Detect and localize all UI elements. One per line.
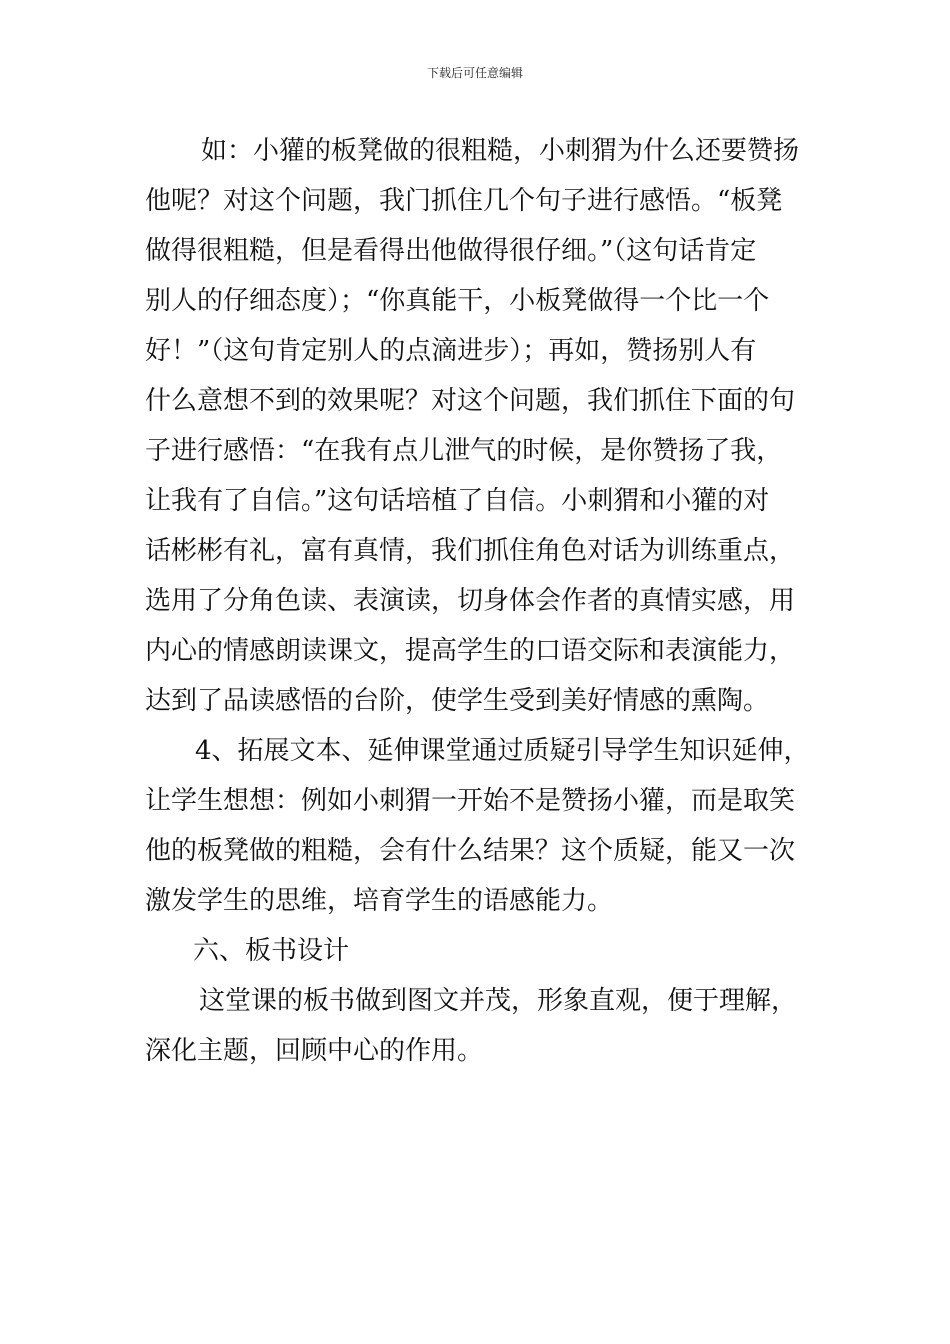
text-line: 他的板凳做的粗糙，会有什么结果？这个质疑，能又一次 <box>145 836 796 866</box>
text-line: 别人的仔细态度）；“你真能干，小板凳做得一个比一个 <box>145 286 770 316</box>
text-line: 这堂课的板书做到图文并茂，形象直观，便于理解， <box>199 986 798 1016</box>
text-line: 做得很粗糙，但是看得出他做得很仔细。”（这句话肯定 <box>145 236 757 266</box>
document-body <box>145 126 809 1076</box>
page-header: 下载后可任意编辑 <box>426 66 523 80</box>
text-line: 选用了分角色读、表演读，切身体会作者的真情实感，用 <box>145 586 796 616</box>
text-line: 他呢？对这个问题，我门抓住几个句子进行感悟。“板凳 <box>145 186 783 216</box>
text-line: 4、拓展文本、延伸课堂通过质疑引导学生知识延伸， <box>195 736 810 766</box>
text-line: 激发学生的思维，培育学生的语感能力。 <box>145 886 614 916</box>
text-line: 内心的情感朗读课文，提高学生的口语交际和表演能力， <box>145 636 796 666</box>
text-line: 让我有了自信。”这句话培植了自信。小刺猬和小獾的对 <box>145 486 770 516</box>
text-line: 好！”（这句肯定别人的点滴进步）；再如，赞扬别人有 <box>145 336 757 366</box>
text-line: 让学生想想：例如小刺猬一开始不是赞扬小獾，而是取笑 <box>145 786 796 816</box>
text-line: 达到了品读感悟的台阶，使学生受到美好情感的熏陶。 <box>145 686 770 716</box>
text-line: 深化主题，回顾中心的作用。 <box>145 1036 484 1066</box>
text-line: 话彬彬有礼，富有真情，我们抓住角色对话为训练重点， <box>145 536 796 566</box>
text-line: 子进行感悟：“在我有点儿泄气的时候，是你赞扬了我， <box>145 436 783 466</box>
text-line: 什么意想不到的效果呢？对这个问题，我们抓住下面的句 <box>145 386 796 416</box>
text-line: 如：小獾的板凳做的很粗糙，小刺猬为什么还要赞扬 <box>201 136 800 166</box>
section-heading: 六、板书设计 <box>193 936 350 966</box>
